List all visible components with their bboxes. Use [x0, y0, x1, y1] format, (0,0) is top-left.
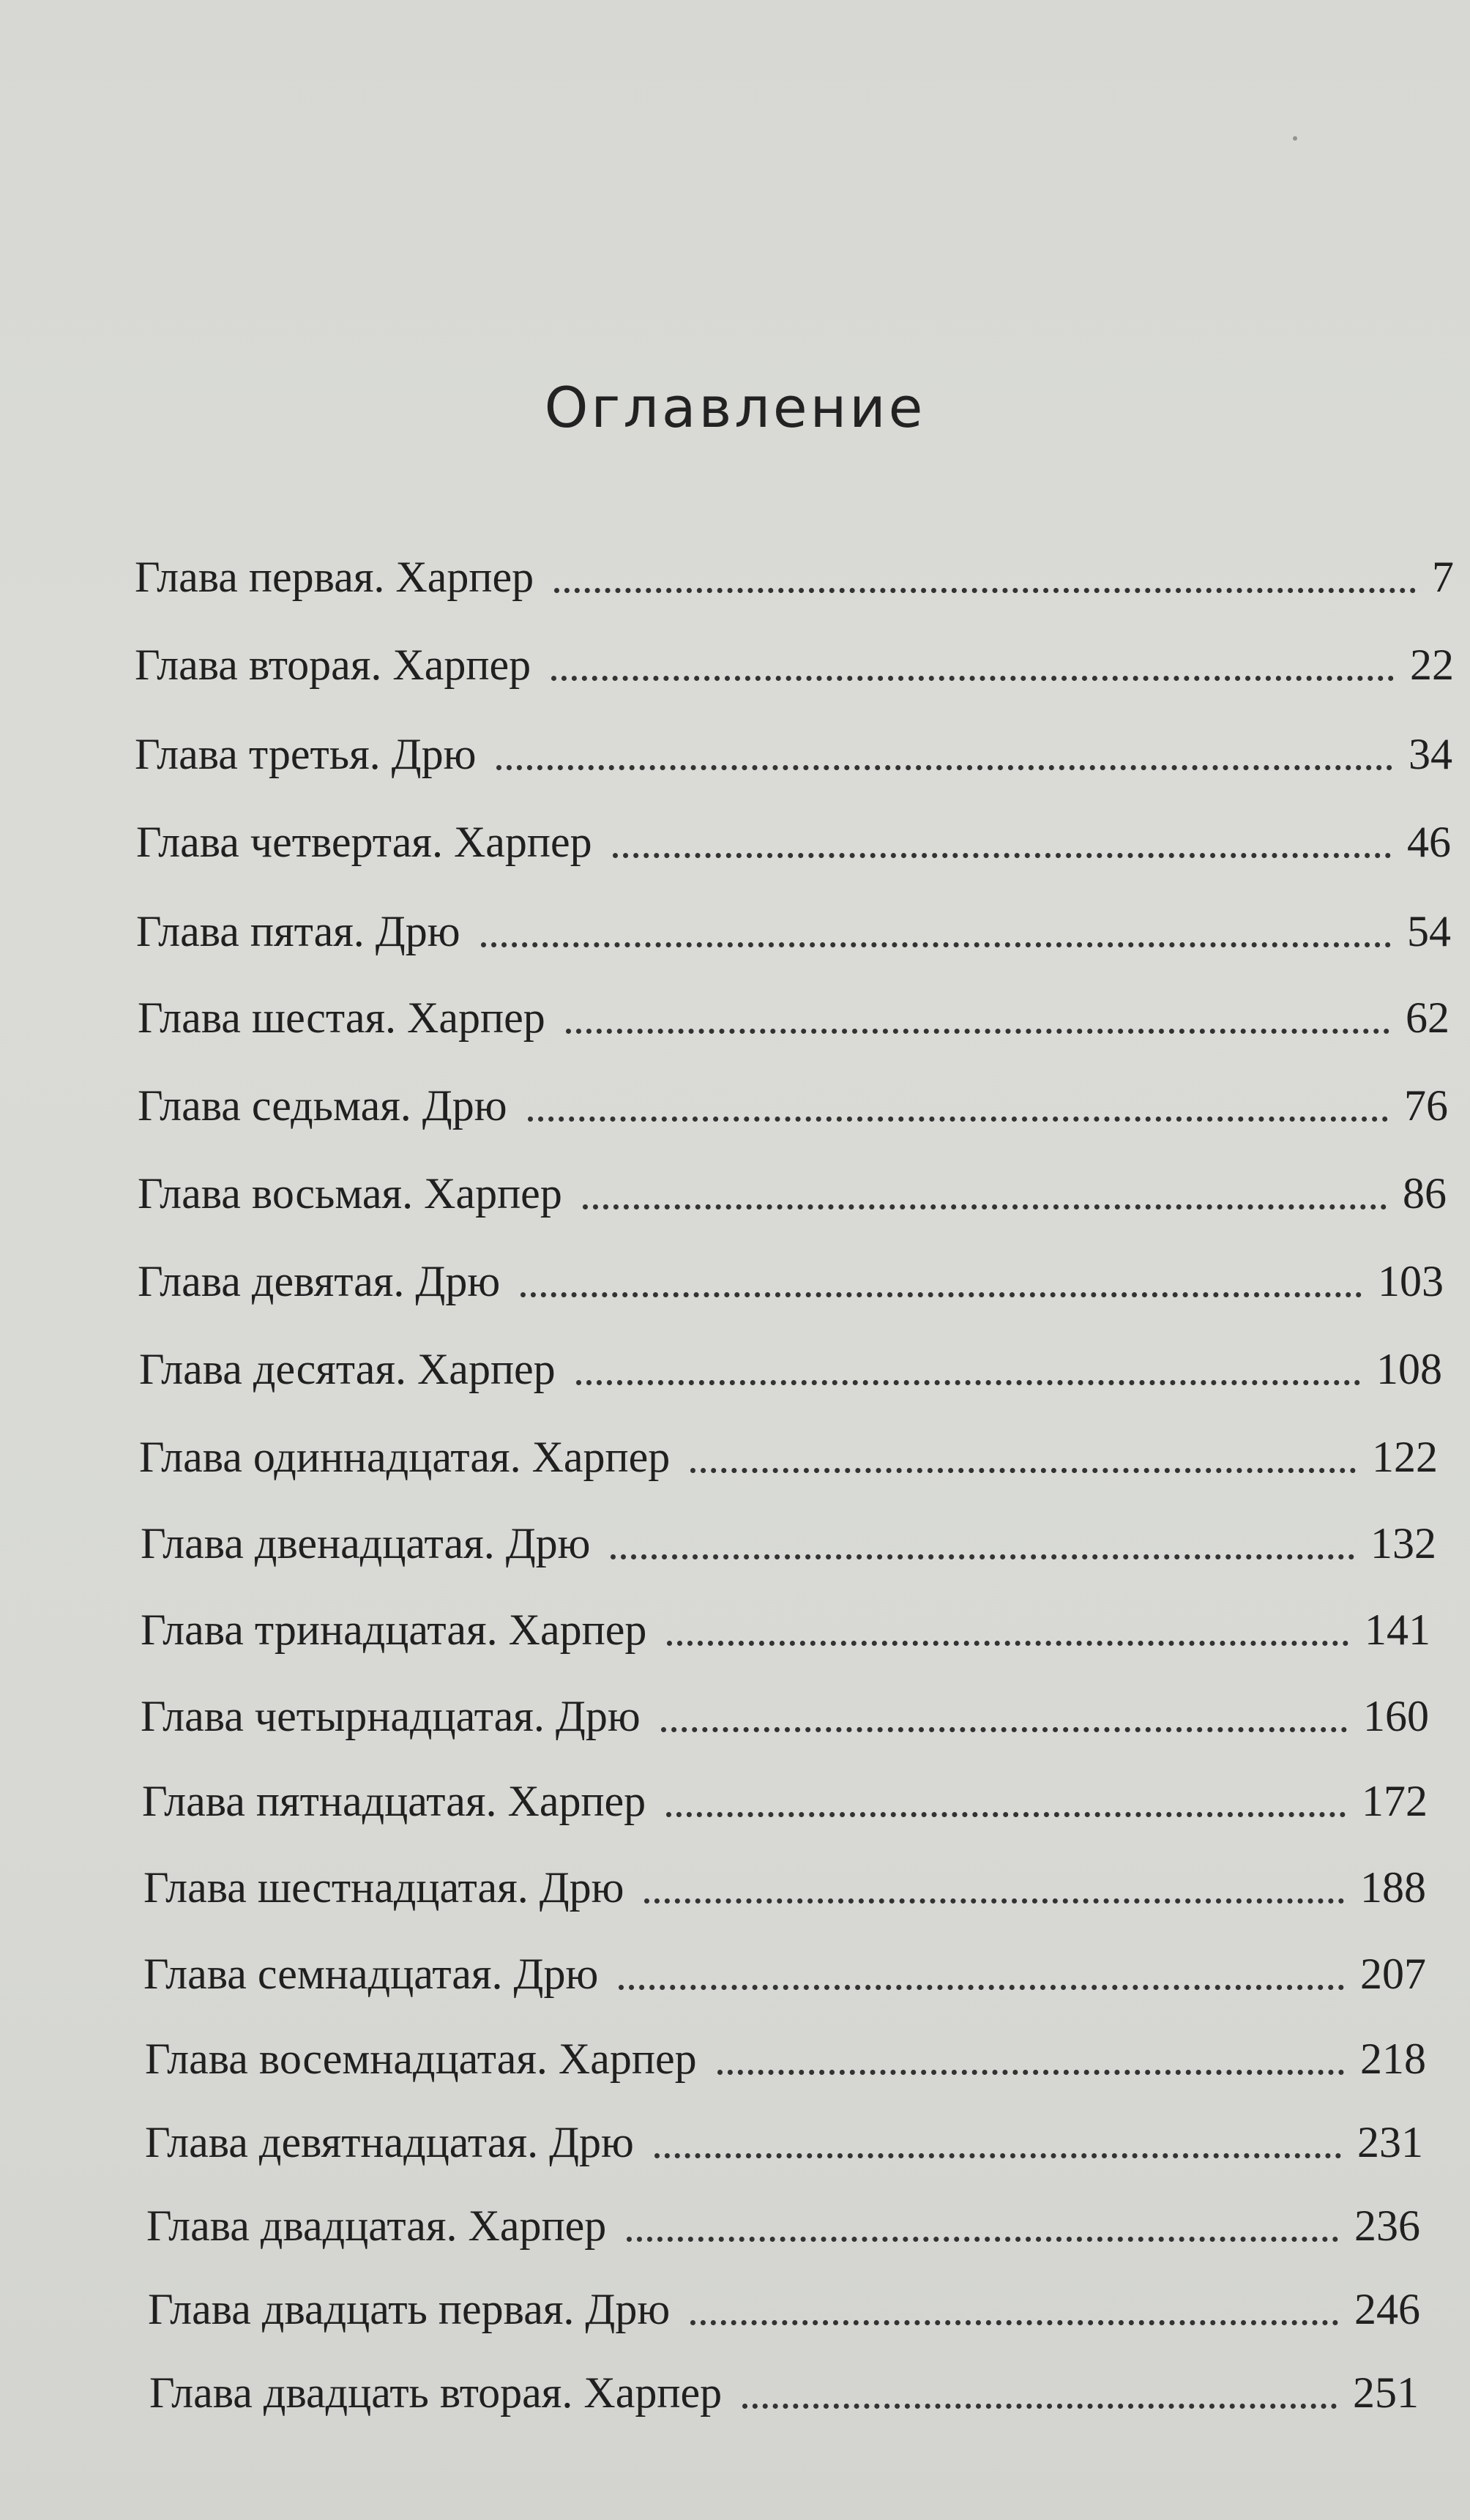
- chapter-title: Глава двадцатая. Харпер: [146, 2202, 607, 2250]
- page-number: 22: [1410, 641, 1454, 689]
- toc-row: [139, 1340, 1442, 1398]
- dot-leader: [576, 1380, 1360, 1385]
- chapter-title: Глава двадцать первая. Дрю: [148, 2285, 671, 2333]
- toc-row: [143, 1945, 1426, 2003]
- chapter-title: Глава восемнадцатая. Харпер: [145, 2035, 697, 2083]
- page-number: 62: [1406, 994, 1450, 1042]
- chapter-title: Глава четырнадцатая. Дрю: [141, 1692, 641, 1740]
- page-title: Оглавление: [544, 375, 926, 440]
- toc-row: [136, 813, 1451, 871]
- chapter-title: Глава шестнадцатая. Дрю: [143, 1863, 624, 1912]
- dot-leader: [554, 588, 1416, 593]
- toc-row: [149, 2363, 1419, 2422]
- page-number: 122: [1372, 1433, 1438, 1481]
- toc-row: [138, 1076, 1448, 1135]
- toc-row: [146, 2196, 1420, 2255]
- toc-row: [141, 1687, 1429, 1745]
- chapter-title: Глава первая. Харпер: [135, 553, 534, 601]
- dot-leader: [667, 1641, 1348, 1646]
- chapter-title: Глава тринадцатая. Харпер: [141, 1606, 647, 1654]
- page-number: 251: [1353, 2368, 1419, 2417]
- dot-leader: [613, 853, 1391, 858]
- page-number: 172: [1362, 1777, 1428, 1825]
- toc-row: [135, 548, 1454, 606]
- toc-row: [138, 988, 1450, 1047]
- toc-row: [139, 1428, 1438, 1486]
- page-number: 188: [1360, 1863, 1426, 1912]
- toc-row: [141, 1514, 1436, 1573]
- dot-leader: [528, 1117, 1388, 1122]
- page-number: 236: [1354, 2202, 1420, 2250]
- chapter-title: Глава пятая. Дрю: [136, 907, 460, 955]
- dot-leader: [690, 1468, 1356, 1473]
- chapter-title: Глава восьмая. Харпер: [138, 1169, 562, 1218]
- dot-leader: [644, 1898, 1344, 1904]
- page-number: 246: [1354, 2285, 1420, 2333]
- toc-row: [135, 725, 1452, 783]
- chapter-title: Глава десятая. Харпер: [139, 1345, 556, 1393]
- page-number: 7: [1432, 553, 1454, 601]
- page-number: 132: [1370, 1519, 1436, 1567]
- toc-row: [136, 902, 1451, 961]
- chapter-title: Глава девятая. Дрю: [138, 1257, 501, 1305]
- toc-row: [148, 2280, 1420, 2338]
- toc-row: [135, 635, 1454, 694]
- dot-leader: [666, 1812, 1346, 1817]
- dot-leader: [654, 2153, 1341, 2158]
- dot-leader: [627, 2237, 1338, 2242]
- chapter-title: Глава пятнадцатая. Харпер: [142, 1777, 646, 1825]
- page-number: 54: [1407, 907, 1451, 955]
- page-number: 76: [1404, 1081, 1448, 1130]
- page-number: 103: [1378, 1257, 1444, 1305]
- chapter-title: Глава шестая. Харпер: [138, 994, 545, 1042]
- dot-leader: [717, 2070, 1344, 2075]
- chapter-title: Глава четвертая. Харпер: [136, 818, 592, 866]
- dot-leader: [496, 765, 1392, 770]
- dot-leader: [690, 2320, 1338, 2325]
- toc-row: [141, 1600, 1430, 1659]
- page-number: 34: [1409, 730, 1452, 778]
- dot-leader: [611, 1554, 1354, 1559]
- page-number: 108: [1376, 1345, 1442, 1393]
- toc-row: [138, 1252, 1444, 1311]
- chapter-title: Глава семнадцатая. Дрю: [143, 1950, 599, 1998]
- page-number: 160: [1363, 1692, 1429, 1740]
- chapter-title: Глава вторая. Харпер: [135, 641, 531, 689]
- toc-row: [145, 2113, 1423, 2172]
- chapter-title: Глава девятнадцатая. Дрю: [145, 2118, 634, 2166]
- chapter-title: Глава седьмая. Дрю: [138, 1081, 507, 1130]
- page-number: 86: [1403, 1169, 1447, 1218]
- chapter-title: Глава одиннадцатая. Харпер: [139, 1433, 671, 1481]
- toc-row: [145, 2029, 1426, 2088]
- page-number: 141: [1365, 1606, 1430, 1654]
- chapter-title: Глава двадцать вторая. Харпер: [149, 2368, 723, 2417]
- page-number: 207: [1360, 1950, 1426, 1998]
- toc-row: [138, 1164, 1447, 1223]
- page-number: 46: [1407, 818, 1451, 866]
- chapter-title: Глава третья. Дрю: [135, 730, 477, 778]
- dot-leader: [566, 1029, 1389, 1034]
- dot-leader: [661, 1727, 1347, 1732]
- dot-leader: [742, 2404, 1337, 2409]
- dot-leader: [551, 676, 1394, 681]
- dot-leader: [481, 942, 1391, 947]
- toc-row: [142, 1772, 1428, 1830]
- page-number: 231: [1357, 2118, 1423, 2166]
- dot-leader: [521, 1292, 1362, 1297]
- dot-leader: [583, 1204, 1387, 1209]
- toc-row: [143, 1858, 1426, 1917]
- page-number: 218: [1360, 2035, 1426, 2083]
- chapter-title: Глава двенадцатая. Дрю: [141, 1519, 591, 1567]
- dot-leader: [619, 1985, 1344, 1990]
